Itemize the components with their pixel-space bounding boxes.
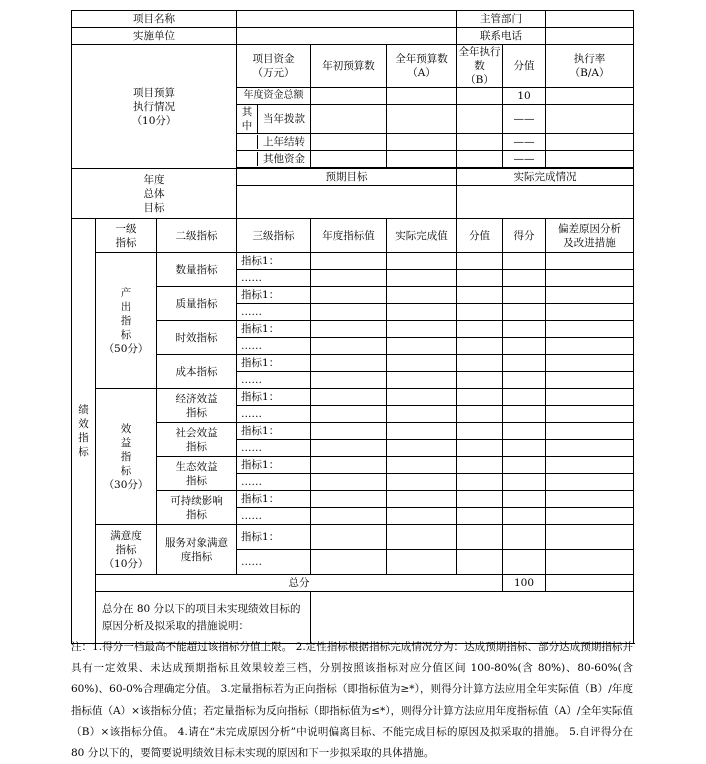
- notes: 注：1.得分一档最高不能超过该指标分值上限。 2.定性指标根据指标完成情况分为：达成预期指标、部分达成预期指标并具有一定效果、未达成预期指标且效果较差三档，分别按照该指标对应分值区间 100-80%(含 80%)、80-60%(含 60%)、60-0%合理确定分值。 3.定量指标若为正向指标（即指标值为≥*），则得分计算方法应用全年实际值（B）/年度指标值（A）×该指标分值；若定量指标为反向指标（即指标值为≤*），则得分计算方法应用年度指标值（A）/全年实际值（B）×该指标分值。 4.请在“未完成原因分析”中说明偏离目标、不能完成目标的原因及拟采取的措施。 5.自评得分在 80 分以下的，要简要说明绩效目标未实现的原因和下一步拟采取的具体措施。: [71, 641, 633, 760]
- expected-goals-header: 预期目标: [237, 169, 457, 186]
- h-year-value: 年度指标值: [311, 219, 387, 253]
- carry-exec-cell[interactable]: [457, 134, 503, 151]
- other-exec-cell[interactable]: [457, 151, 503, 168]
- below-80-explanation-label: 总分在 80 分以下的项目未实现绩效目标的原因分析及拟采取的措施说明：: [96, 592, 311, 644]
- project-name-field[interactable]: [237, 11, 457, 28]
- other-score-dash: ——: [503, 151, 546, 168]
- performance-section-label: 绩 效 指 标: [72, 219, 96, 644]
- indicator-etc: ……: [237, 338, 311, 355]
- h-reason: 偏差原因分析 及改进措施: [546, 219, 634, 253]
- h-got: 得分: [503, 219, 546, 253]
- total-got-field[interactable]: [546, 575, 634, 592]
- satisfaction-indicators-label: 满意度 指标 （10分）: [96, 525, 157, 575]
- expected-goals-field[interactable]: [237, 186, 457, 219]
- impl-unit-label: 实施单位: [72, 28, 237, 45]
- quality-indicator-label: 质量指标: [157, 287, 237, 321]
- indicator-etc: ……: [237, 270, 311, 287]
- total-initial-cell[interactable]: [311, 88, 387, 105]
- total-exec-cell[interactable]: [457, 88, 503, 105]
- phone-field[interactable]: [546, 28, 634, 45]
- total-score-label: 总分: [96, 575, 503, 592]
- h-score: 分值: [457, 219, 503, 253]
- other-rate-cell[interactable]: [546, 151, 634, 168]
- other-initial-cell[interactable]: [311, 151, 387, 168]
- quantity-indicator-label: 数量指标: [157, 253, 237, 287]
- indicator-1-label: 指标1：: [237, 389, 311, 406]
- cost-indicator-label: 成本指标: [157, 355, 237, 389]
- carry-score-dash: ——: [503, 134, 546, 151]
- social-indicator-label: 社会效益 指标: [157, 423, 237, 457]
- ecological-indicator-label: 生态效益 指标: [157, 457, 237, 491]
- h-actual-value: 实际完成值: [387, 219, 457, 253]
- indicator-1-label: 指标1：: [237, 355, 311, 372]
- h-level3: 三级指标: [237, 219, 311, 253]
- indicator-etc: ……: [237, 440, 311, 457]
- phone-label: 联系电话: [457, 28, 546, 45]
- total-score-value: 100: [503, 575, 546, 592]
- indicator-etc: ……: [237, 508, 311, 525]
- sustain-indicator-label: 可持续影响 指标: [157, 491, 237, 525]
- supervisor-field[interactable]: [546, 11, 634, 28]
- col-full-year-exec: 全年执行数 （B）: [458, 46, 501, 86]
- indicator-etc: ……: [237, 406, 311, 423]
- indicator-1-label: 指标1：: [237, 321, 311, 338]
- current-appropriation-label: 当年拨款: [263, 113, 306, 125]
- current-exec-cell[interactable]: [457, 105, 503, 134]
- current-initial-cell[interactable]: [311, 105, 387, 134]
- current-full-cell[interactable]: [387, 105, 457, 134]
- total-score-value: 10: [503, 88, 546, 105]
- indicator-etc: ……: [237, 474, 311, 491]
- total-funds-label: 年度资金总额: [237, 88, 311, 105]
- economic-indicator-label: 经济效益 指标: [157, 389, 237, 423]
- timeliness-indicator-label: 时效指标: [157, 321, 237, 355]
- actual-completion-header: 实际完成情况: [457, 169, 634, 186]
- col-initial-budget: 年初预算数: [311, 45, 387, 88]
- total-rate-cell[interactable]: [546, 88, 634, 105]
- indicator-etc: ……: [237, 372, 311, 389]
- current-rate-cell[interactable]: [546, 105, 634, 134]
- indicator-1-label: 指标1：: [237, 253, 311, 270]
- budget-section-label: 项目预算 执行情况 （10分）: [72, 45, 237, 169]
- performance-self-evaluation-table: [71, 10, 634, 644]
- indicator-1-label: 指标1：: [237, 525, 311, 550]
- other-full-cell[interactable]: [387, 151, 457, 168]
- carry-over-label: 上年结转: [263, 136, 306, 148]
- supervisor-label: 主管部门: [457, 11, 546, 28]
- carry-rate-cell[interactable]: [546, 134, 634, 151]
- col-full-year-budget: 全年预算数 （A）: [387, 45, 457, 88]
- col-funds: 项目资金 （万元）: [237, 45, 311, 88]
- h-level1: 一级 指标: [96, 219, 157, 253]
- indicator-1-label: 指标1：: [237, 457, 311, 474]
- indicator-1-label: 指标1：: [237, 287, 311, 304]
- below-80-explanation-field[interactable]: [311, 592, 634, 644]
- indicator-1-label: 指标1：: [237, 423, 311, 440]
- annual-goals-label: 年度 总体 目标: [72, 169, 237, 219]
- benefit-indicators-label: 效 益 指 标 （30分）: [96, 389, 157, 525]
- carry-full-cell[interactable]: [387, 134, 457, 151]
- service-satisfaction-label: 服务对象满意 度指标: [157, 525, 237, 575]
- output-indicators-label: 产 出 指 标 （50分）: [96, 253, 157, 389]
- total-full-cell[interactable]: [387, 88, 457, 105]
- indicator-1-label: 指标1：: [237, 491, 311, 508]
- col-score: 分值: [503, 45, 546, 88]
- impl-unit-field[interactable]: [237, 28, 457, 45]
- other-funds-label: 其他资金: [263, 153, 306, 165]
- current-score-dash: ——: [503, 105, 546, 134]
- col-exec-rate: 执行率 （B/A）: [546, 45, 634, 88]
- indicator-etc: ……: [237, 304, 311, 321]
- carry-initial-cell[interactable]: [311, 134, 387, 151]
- of-which-label: 其 中: [237, 105, 258, 133]
- project-name-label: 项目名称: [72, 11, 237, 28]
- actual-completion-field[interactable]: [457, 186, 634, 219]
- h-level2: 二级指标: [157, 219, 237, 253]
- indicator-etc: ……: [237, 550, 311, 575]
